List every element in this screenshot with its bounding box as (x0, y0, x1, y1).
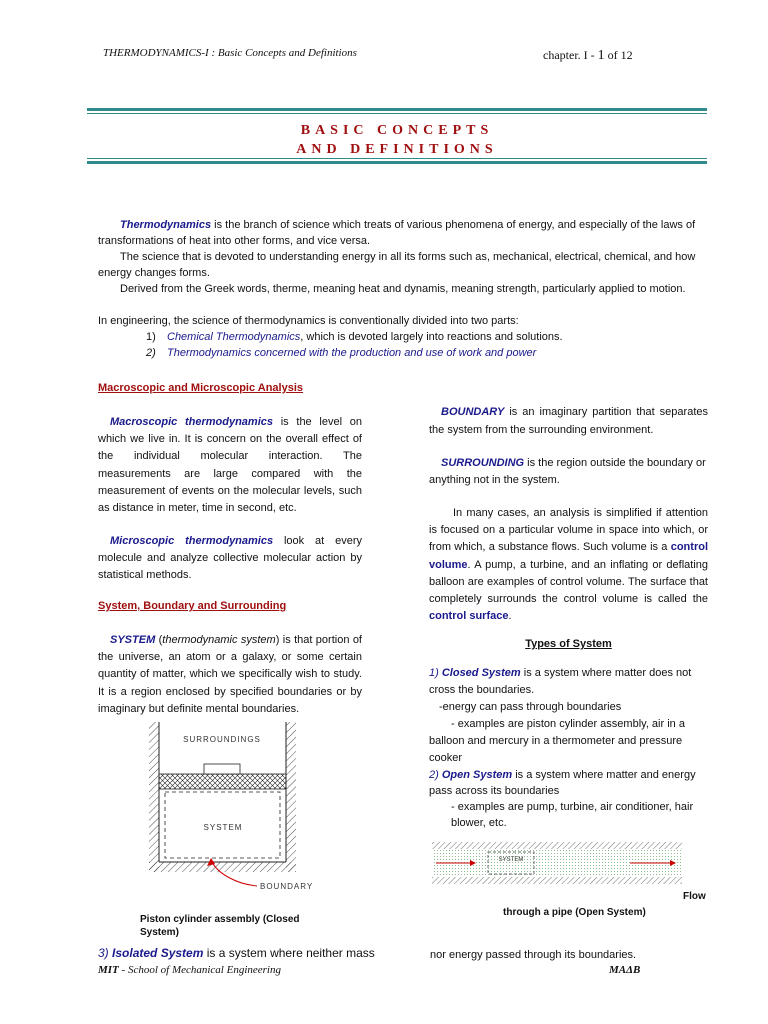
heading-macro-micro: Macroscopic and Microscopic Analysis (98, 382, 303, 394)
page-number (543, 48, 633, 64)
open-system-block (429, 767, 708, 831)
isolated-num: 3) (98, 946, 109, 960)
intro-list-item-1 (98, 329, 696, 345)
pipe-wall-bottom (432, 877, 682, 884)
cv-text-b: . A pump, a turbine, and an inflating or deflating balloon are examples of control volume. The surface that completely surrounds the control volume is called the (429, 558, 708, 606)
cylinder-wall-left (149, 722, 159, 872)
cylinder-wall-right (286, 722, 296, 872)
piston-cylinder-figure (145, 718, 320, 893)
isolated-system-continuation: nor energy passed through its boundaries. (430, 949, 637, 961)
boundary-text: is an imaginary partition that separates the system from the surrounding environment. (429, 406, 708, 436)
micro-text: look at every molecule and analyze collective molecular action by statistical methods. (98, 535, 362, 581)
cv-text-a: In many cases, an analysis is simplified if attention is focused on a particular volume in space into which, or from which, a substance flows. Such volume is a (429, 507, 708, 554)
list-num-2: 2) (146, 347, 156, 359)
term-surrounding: SURROUNDING (441, 457, 525, 469)
list-item-2-text: Thermodynamics concerned with the production and use of work and power (167, 347, 537, 359)
term-closed-system: Closed System (441, 667, 521, 679)
system-paren: thermodynamic system (162, 634, 276, 646)
term-system: SYSTEM (110, 634, 156, 646)
intro-paragraph-4: In engineering, the science of thermodynamics is conventionally divided into two parts: (98, 315, 519, 327)
intro-paragraph-2: The science that is devoted to understanding energy in all its forms such as, mechanical, electrical, chemical, and how energy changes forms. (98, 251, 696, 279)
intro-p1-text: is the branch of science which treats of various phenomena of energy, and especially of the laws of transformations of heat into other forms, and vice versa. (98, 219, 696, 247)
list-num-1: 1) (146, 331, 156, 343)
open-text: is a system where matter and energy pass across its boundaries (429, 769, 696, 797)
footer-right: MAΔB (609, 964, 641, 976)
chemical-thermo-link: Chemical Thermodynamics (167, 331, 301, 343)
closed-text: is a system where matter does not cross the boundaries. (429, 667, 692, 696)
intro-paragraph-1 (98, 217, 696, 249)
surrounding-text: is the region outside the boundary or anything not in the system. (429, 457, 706, 486)
pipe-flow-figure (430, 840, 685, 890)
title-rule-bottom-thin (87, 158, 707, 159)
title-line-1: BASIC CONCEPTS (300, 123, 494, 138)
micro-paragraph (98, 533, 362, 584)
heading-system-boundary: System, Boundary and Surrounding (98, 600, 287, 612)
title-rule-top (87, 108, 707, 111)
control-volume-paragraph (429, 505, 708, 625)
term-thermodynamics: Thermodynamics (120, 219, 212, 231)
piston-weight (204, 764, 240, 774)
pipe-caption: through a pipe (Open System) (503, 907, 646, 918)
term-isolated-system: Isolated System (112, 946, 204, 960)
intro-list-item-2 (98, 345, 696, 361)
open-system-def (429, 767, 708, 799)
list-item-1-text: , which is devoted largely into reactions and solutions. (300, 331, 563, 343)
closed-system-examples: - examples are piston cylinder assembly, air in a balloon and mercury in a thermometer and pressure cooker (429, 718, 685, 764)
page-title (87, 121, 707, 159)
figure-label-system: SYSTEM (203, 823, 243, 832)
surrounding-paragraph (429, 455, 708, 489)
term-control-volume: control volume (429, 541, 708, 571)
system-text: is that portion of the universe, an atom or a galaxy, or some certain quantity of matter, which we specifically wish to study. It is a region enclosed by specified boundaries or by imaginary but definite mental boundaries. (98, 634, 362, 715)
closed-system-def (429, 665, 708, 699)
closed-system-energy: -energy can pass through boundaries (439, 701, 622, 713)
footer-left (98, 964, 281, 976)
chapter-prefix: chapter. I - (543, 48, 598, 62)
page-total: of 12 (604, 48, 633, 62)
isolated-text: is a system where neither mass (203, 946, 375, 960)
intro-paragraph-3: Derived from the Greek words, therme, meaning heat and dynamis, meaning strength, particularly applied to motion. (120, 283, 686, 295)
cv-text-end: . (508, 610, 512, 623)
term-macroscopic: Macroscopic thermodynamics (110, 416, 273, 428)
page-current: 1 (597, 48, 605, 63)
isolated-system-line (98, 945, 375, 961)
title-line-2: AND DEFINITIONS (296, 142, 498, 157)
term-microscopic: Microscopic thermodynamics (110, 535, 274, 547)
open-num: 2) (429, 769, 439, 781)
open-system-examples: - examples are pump, turbine, air conditioner, hair blower, etc. (451, 801, 694, 829)
cylinder-base (149, 862, 296, 872)
footer-institution: MIT (98, 964, 119, 976)
figure-label-boundary: BOUNDARY (260, 882, 314, 891)
macro-text: is the level on which we live in. It is concern on the overall effect of the individual molecular interaction. The measurements are large compared with the measurement of events on the molecular levels, such as distance in meter, time in second, etc. (98, 416, 362, 515)
pipe-label-system: SYSTEM (498, 857, 524, 863)
figure-label-surroundings: SURROUNDINGS (183, 735, 261, 744)
term-open-system: Open System (441, 769, 513, 781)
heading-types-of-system: Types of System (525, 638, 612, 650)
term-boundary: BOUNDARY (441, 406, 505, 418)
running-header: THERMODYNAMICS-I : Basic Concepts and Definitions (103, 47, 357, 59)
footer-school: - School of Mechanical Engineering (118, 964, 281, 976)
closed-system-block (429, 665, 708, 767)
intro-section (98, 217, 696, 361)
pipe-caption-flow: Flow (683, 891, 706, 902)
closed-num: 1) (429, 667, 439, 679)
term-control-surface: control surface (429, 610, 509, 623)
figure-caption-piston: Piston cylinder assembly (Closed System) (140, 914, 300, 938)
pipe-wall-top (432, 842, 682, 849)
title-rule-top-thin (87, 113, 707, 114)
piston (159, 774, 286, 789)
title-rule-bottom (87, 161, 707, 164)
macro-paragraph (98, 414, 362, 517)
boundary-paragraph (429, 404, 708, 439)
system-paragraph: SYSTEM (thermodynamic system) is that portion of the universe, an atom or a galaxy, or some certain quantity of matter, which we specifically wish to study. It is a region enclosed by specified boundaries or by imaginary but definite mental boundaries. (98, 634, 362, 715)
